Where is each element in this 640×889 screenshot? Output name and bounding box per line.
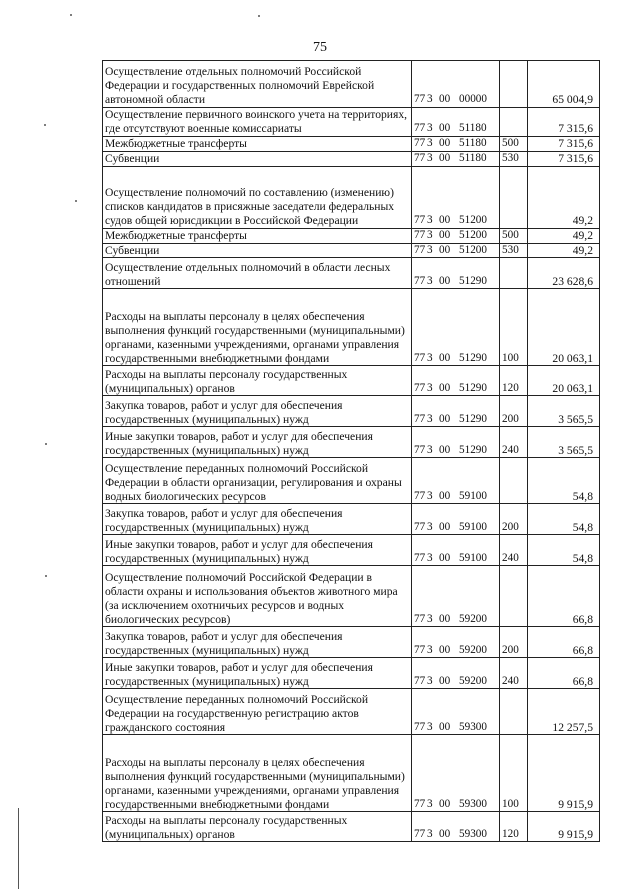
target-code-part: 77 <box>414 93 426 106</box>
target-code-part: 3 <box>427 412 433 425</box>
target-code-part: 77 <box>414 797 426 810</box>
row-expense-type <box>500 458 528 504</box>
target-code-part: 51290 <box>459 443 487 456</box>
target-code-part: 3 <box>427 797 433 810</box>
row-target-code <box>412 243 500 258</box>
target-code-part: 77 <box>414 274 426 287</box>
target-code-part: 00 <box>439 274 451 287</box>
row-target-code <box>412 504 500 535</box>
row-target-code <box>412 258 500 289</box>
row-expense-type: 200 <box>500 627 528 658</box>
target-code-part: 51180 <box>459 151 487 164</box>
target-code-part: 77 <box>414 243 426 256</box>
target-code-part: 51180 <box>459 121 487 134</box>
row-amount: 49,2 <box>528 243 600 258</box>
target-code-part: 00 <box>439 136 451 149</box>
target-code-part: 00 <box>439 443 451 456</box>
target-code-part: 00 <box>439 243 451 256</box>
row-amount: 65 004,9 <box>528 61 600 108</box>
target-code-part: 3 <box>427 827 433 840</box>
row-target-code <box>412 427 500 458</box>
table-row <box>103 151 600 166</box>
target-code-part: 3 <box>427 243 433 256</box>
target-code-part: 3 <box>427 136 433 149</box>
target-code-part: 3 <box>427 674 433 687</box>
scan-speck <box>75 200 77 202</box>
row-name: Осуществление отдельных полномочий в области лесных отношений <box>103 258 412 289</box>
target-code-part: 3 <box>427 551 433 564</box>
target-code-part: 59200 <box>459 643 487 656</box>
row-expense-type: 120 <box>500 812 528 842</box>
target-code-part: 59300 <box>459 797 487 810</box>
row-expense-type: 530 <box>500 243 528 258</box>
row-target-code <box>412 689 500 735</box>
row-target-code <box>412 396 500 427</box>
target-code-part: 00 <box>439 228 451 241</box>
target-code-part: 3 <box>427 489 433 502</box>
target-code-part: 77 <box>414 520 426 533</box>
target-code-part: 00 <box>439 381 451 394</box>
target-code-part: 77 <box>414 674 426 687</box>
target-code-part: 00 <box>439 551 451 564</box>
table-row <box>103 689 600 735</box>
scan-speck <box>258 15 260 17</box>
row-expense-type: 200 <box>500 504 528 535</box>
row-amount: 20 063,1 <box>528 366 600 396</box>
target-code-part: 59100 <box>459 489 487 502</box>
target-code-part: 00 <box>439 674 451 687</box>
table-row <box>103 535 600 566</box>
target-code-part: 3 <box>427 720 433 733</box>
row-expense-type: 100 <box>500 289 528 366</box>
target-code-part: 00 <box>439 520 451 533</box>
target-code-part: 77 <box>414 827 426 840</box>
row-name: Осуществление полномочий по составлению (изменению) списков кандидатов в присяжные заседатели федеральных судов общей юрисдикции в Российской Федерации <box>103 166 412 228</box>
row-target-code <box>412 566 500 627</box>
row-target-code <box>412 535 500 566</box>
target-code-part: 3 <box>427 612 433 625</box>
row-expense-type: 240 <box>500 535 528 566</box>
target-code-part: 77 <box>414 213 426 226</box>
target-code-part: 77 <box>414 151 426 164</box>
target-code-part: 77 <box>414 612 426 625</box>
row-expense-type: 240 <box>500 658 528 689</box>
table-row <box>103 812 600 842</box>
target-code-part: 77 <box>414 551 426 564</box>
table-row <box>103 658 600 689</box>
target-code-part: 77 <box>414 381 426 394</box>
row-amount: 66,8 <box>528 627 600 658</box>
table-row <box>103 427 600 458</box>
target-code-part: 3 <box>427 643 433 656</box>
table-row <box>103 243 600 258</box>
target-code-part: 3 <box>427 520 433 533</box>
target-code-part: 3 <box>427 443 433 456</box>
target-code-part: 77 <box>414 121 426 134</box>
row-amount: 66,8 <box>528 658 600 689</box>
row-amount: 7 315,6 <box>528 151 600 166</box>
target-code-part: 59100 <box>459 520 487 533</box>
row-expense-type <box>500 689 528 735</box>
row-expense-type <box>500 61 528 108</box>
table-row <box>103 289 600 366</box>
target-code-part: 00 <box>439 827 451 840</box>
row-target-code <box>412 136 500 151</box>
row-name: Закупка товаров, работ и услуг для обеспечения государственных (муниципальных) нужд <box>103 396 412 427</box>
target-code-part: 77 <box>414 136 426 149</box>
target-code-part: 3 <box>427 213 433 226</box>
row-expense-type: 100 <box>500 735 528 812</box>
target-code-part: 59300 <box>459 720 487 733</box>
target-code-part: 51290 <box>459 351 487 364</box>
row-name: Закупка товаров, работ и услуг для обеспечения государственных (муниципальных) нужд <box>103 627 412 658</box>
target-code-part: 00 <box>439 489 451 502</box>
row-expense-type <box>500 258 528 289</box>
row-name: Субвенции <box>103 243 412 258</box>
row-name: Иные закупки товаров, работ и услуг для обеспечения государственных (муниципальных) нужд <box>103 535 412 566</box>
target-code-part: 59300 <box>459 827 487 840</box>
target-code-part: 77 <box>414 412 426 425</box>
row-target-code <box>412 735 500 812</box>
row-target-code <box>412 166 500 228</box>
budget-table-body <box>103 61 600 842</box>
row-amount: 9 915,9 <box>528 735 600 812</box>
row-name: Межбюджетные трансферты <box>103 136 412 151</box>
row-name: Закупка товаров, работ и услуг для обеспечения государственных (муниципальных) нужд <box>103 504 412 535</box>
target-code-part: 51290 <box>459 381 487 394</box>
row-amount: 9 915,9 <box>528 812 600 842</box>
row-name: Расходы на выплаты персоналу в целях обеспечения выполнения функций государственными (муниципальными) органами, казенными учреждениями, органами управления государственными внебюджетными фондами <box>103 289 412 366</box>
table-row <box>103 458 600 504</box>
target-code-part: 77 <box>414 228 426 241</box>
row-target-code <box>412 458 500 504</box>
row-name: Расходы на выплаты персоналу в целях обеспечения выполнения функций государственными (муниципальными) органами, казенными учреждениями, органами управления государственными внебюджетными фондами <box>103 735 412 812</box>
table-row <box>103 396 600 427</box>
row-target-code <box>412 228 500 243</box>
row-target-code <box>412 151 500 166</box>
row-name: Субвенции <box>103 151 412 166</box>
table-row <box>103 504 600 535</box>
row-amount: 66,8 <box>528 566 600 627</box>
table-row <box>103 735 600 812</box>
margin-rule <box>18 808 19 889</box>
row-expense-type: 500 <box>500 228 528 243</box>
table-row <box>103 61 600 108</box>
row-target-code <box>412 289 500 366</box>
row-amount: 54,8 <box>528 504 600 535</box>
budget-table <box>102 60 600 842</box>
row-amount: 7 315,6 <box>528 108 600 137</box>
row-amount: 49,2 <box>528 228 600 243</box>
table-row <box>103 566 600 627</box>
row-name: Осуществление первичного воинского учета на территориях, где отсутствуют военные комиссариаты <box>103 108 412 137</box>
row-target-code <box>412 812 500 842</box>
target-code-part: 00 <box>439 213 451 226</box>
row-expense-type: 240 <box>500 427 528 458</box>
target-code-part: 77 <box>414 443 426 456</box>
target-code-part: 77 <box>414 489 426 502</box>
target-code-part: 3 <box>427 228 433 241</box>
target-code-part: 00 <box>439 93 451 106</box>
target-code-part: 3 <box>427 93 433 106</box>
row-target-code <box>412 108 500 137</box>
row-name: Осуществление переданных полномочий Российской Федерации на государственную регистрацию актов гражданского состояния <box>103 689 412 735</box>
target-code-part: 3 <box>427 151 433 164</box>
page-number: 75 <box>313 40 327 55</box>
target-code-part: 51180 <box>459 136 487 149</box>
target-code-part: 3 <box>427 351 433 364</box>
row-expense-type: 530 <box>500 151 528 166</box>
row-name: Межбюджетные трансферты <box>103 228 412 243</box>
table-row <box>103 166 600 228</box>
scan-speck <box>44 124 46 126</box>
target-code-part: 3 <box>427 121 433 134</box>
row-amount: 54,8 <box>528 458 600 504</box>
row-amount: 12 257,5 <box>528 689 600 735</box>
target-code-part: 00 <box>439 797 451 810</box>
target-code-part: 00 <box>439 121 451 134</box>
table-row <box>103 228 600 243</box>
row-expense-type: 120 <box>500 366 528 396</box>
row-name: Расходы на выплаты персоналу государственных (муниципальных) органов <box>103 366 412 396</box>
row-expense-type: 500 <box>500 136 528 151</box>
row-target-code <box>412 627 500 658</box>
row-target-code <box>412 61 500 108</box>
row-amount: 49,2 <box>528 166 600 228</box>
target-code-part: 51200 <box>459 228 487 241</box>
target-code-part: 77 <box>414 720 426 733</box>
row-target-code <box>412 658 500 689</box>
target-code-part: 51200 <box>459 213 487 226</box>
target-code-part: 00 <box>439 351 451 364</box>
row-amount: 54,8 <box>528 535 600 566</box>
row-name: Расходы на выплаты персоналу государственных (муниципальных) органов <box>103 812 412 842</box>
target-code-part: 51290 <box>459 274 487 287</box>
target-code-part: 00 <box>439 412 451 425</box>
scan-speck <box>45 575 47 577</box>
row-expense-type <box>500 166 528 228</box>
table-row <box>103 108 600 137</box>
table-row <box>103 366 600 396</box>
target-code-part: 59200 <box>459 612 487 625</box>
row-expense-type <box>500 108 528 137</box>
target-code-part: 00 <box>439 720 451 733</box>
target-code-part: 77 <box>414 351 426 364</box>
target-code-part: 51290 <box>459 412 487 425</box>
row-name: Иные закупки товаров, работ и услуг для обеспечения государственных (муниципальных) нужд <box>103 658 412 689</box>
target-code-part: 77 <box>414 643 426 656</box>
row-name: Осуществление полномочий Российской Федерации в области охраны и использования объектов животного мира (за исключением охотничьих ресурсов и водных биологических ресурсов) <box>103 566 412 627</box>
target-code-part: 00 <box>439 612 451 625</box>
target-code-part: 00 <box>439 643 451 656</box>
table-row <box>103 136 600 151</box>
row-amount: 20 063,1 <box>528 289 600 366</box>
table-row <box>103 627 600 658</box>
scan-speck <box>70 14 72 16</box>
row-name: Осуществление отдельных полномочий Российской Федерации и государственных полномочий Еврейской автономной области <box>103 61 412 108</box>
row-amount: 3 565,5 <box>528 427 600 458</box>
target-code-part: 3 <box>427 381 433 394</box>
row-target-code <box>412 366 500 396</box>
row-expense-type <box>500 566 528 627</box>
row-name: Осуществление переданных полномочий Российской Федерации в области организации, регулирования и охраны водных биологических ресурсов <box>103 458 412 504</box>
target-code-part: 00000 <box>459 93 487 106</box>
row-name: Иные закупки товаров, работ и услуг для обеспечения государственных (муниципальных) нужд <box>103 427 412 458</box>
scan-speck <box>45 443 47 445</box>
target-code-part: 3 <box>427 274 433 287</box>
row-amount: 3 565,5 <box>528 396 600 427</box>
target-code-part: 51200 <box>459 243 487 256</box>
table-row <box>103 258 600 289</box>
target-code-part: 59200 <box>459 674 487 687</box>
target-code-part: 00 <box>439 151 451 164</box>
target-code-part: 59100 <box>459 551 487 564</box>
row-amount: 23 628,6 <box>528 258 600 289</box>
row-amount: 7 315,6 <box>528 136 600 151</box>
row-expense-type: 200 <box>500 396 528 427</box>
